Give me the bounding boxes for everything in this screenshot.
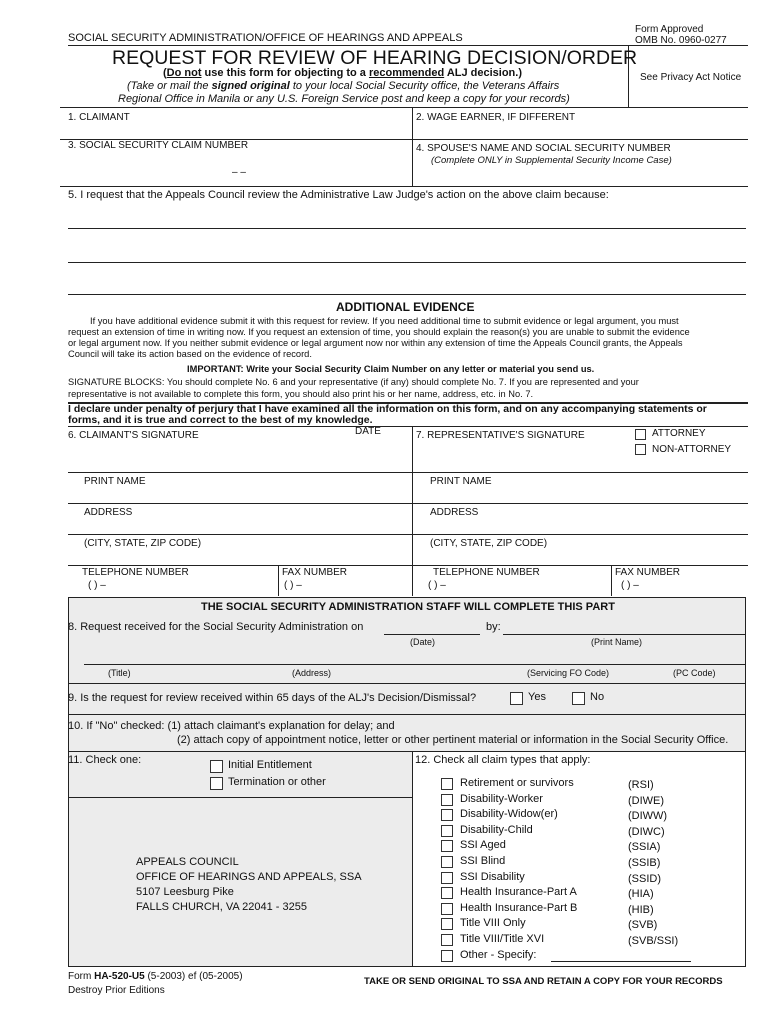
instructions-line2: Regional Office in Manila or any U.S. Foreign Service post and keep a copy for your records) <box>118 93 570 105</box>
review-request-label: 5. I request that the Appeals Council review the Administrative Law Judge's action on the above claim because: <box>68 189 609 201</box>
claim-type-label: Title VIII Only <box>460 917 526 929</box>
claim-type-label: Disability-Widow(er) <box>460 808 558 820</box>
rep-address: ADDRESS <box>430 507 479 518</box>
agency-name: SOCIAL SECURITY ADMINISTRATION/OFFICE OF HEARINGS AND APPEALS <box>68 32 463 44</box>
no-checkbox[interactable] <box>572 692 585 705</box>
claim-number-dashes[interactable]: – – <box>232 167 246 178</box>
claim-type-checkbox[interactable] <box>441 778 453 790</box>
attorney-checkbox[interactable] <box>635 429 646 440</box>
if-no-instruction-2: (2) attach copy of appointment notice, letter or other pertinent material or information in the Social Security Office. <box>177 734 729 746</box>
privacy-notice: See Privacy Act Notice <box>640 72 742 83</box>
initial-entitlement-label: Initial Entitlement <box>228 759 312 771</box>
claim-type-code: (DIWC) <box>628 826 665 838</box>
claim-type-checkbox[interactable] <box>441 809 453 821</box>
signature-blocks-1: SIGNATURE BLOCKS: You should complete No. 6 and your representative (if any) should complete No. 7. If you are represented and your <box>68 377 639 387</box>
instructions-line1: (Take or mail the signed original to your local Social Security office, the Veterans Affairs <box>127 80 560 92</box>
reason-line-3[interactable] <box>68 294 746 295</box>
evidence-text-3: or legal argument now. If you neither submit evidence or legal argument now nor within any extension of time the Appeals Council grants, the Appeals <box>68 338 683 348</box>
fo-code-caption: (Servicing FO Code) <box>527 668 610 678</box>
claimant-print-name: PRINT NAME <box>84 476 146 487</box>
title-caption: (Title) <box>108 668 131 678</box>
received-date-line[interactable] <box>384 634 480 635</box>
claimant-telephone-label: TELEPHONE NUMBER <box>82 567 189 578</box>
representative-signature-label: 7. REPRESENTATIVE'S SIGNATURE <box>416 430 585 441</box>
claim-type-checkbox[interactable] <box>441 856 453 868</box>
termination-label: Termination or other <box>228 776 326 788</box>
council-line-3: 5107 Leesburg Pike <box>136 886 234 898</box>
non-attorney-checkbox[interactable] <box>635 444 646 455</box>
rep-fax-label: FAX NUMBER <box>615 567 681 578</box>
claim-type-code: (HIB) <box>628 904 654 916</box>
take-send-note: TAKE OR SEND ORIGINAL TO SSA AND RETAIN A COPY FOR YOUR RECORDS <box>364 976 723 987</box>
declaration-2: forms, and it is true and correct to the best of my knowledge. <box>68 414 373 426</box>
claim-type-code: (SSIB) <box>628 857 661 869</box>
claim-type-checkbox[interactable] <box>441 840 453 852</box>
council-line-2: OFFICE OF HEARINGS AND APPEALS, SSA <box>136 871 362 883</box>
claim-type-label: Health Insurance-Part B <box>460 902 578 914</box>
claim-type-checkbox[interactable] <box>441 887 453 899</box>
claim-type-code: (SVB/SSI) <box>628 935 679 947</box>
claim-type-checkbox[interactable] <box>441 872 453 884</box>
claimant-fax-field[interactable]: ( ) – <box>284 580 302 591</box>
claim-type-checkbox[interactable] <box>441 918 453 930</box>
yes-checkbox[interactable] <box>510 692 523 705</box>
non-attorney-label: NON-ATTORNEY <box>652 444 732 455</box>
print-name-caption: (Print Name) <box>591 637 643 647</box>
claim-type-label: SSI Disability <box>460 871 525 883</box>
claim-number-label: 3. SOCIAL SECURITY CLAIM NUMBER <box>68 140 249 151</box>
claim-type-label: SSI Blind <box>460 855 506 867</box>
claim-type-label: Disability-Child <box>460 824 533 836</box>
claim-type-code: (SVB) <box>628 919 658 931</box>
rep-city: (CITY, STATE, ZIP CODE) <box>430 538 548 549</box>
timeliness-question: 9. Is the request for review received within 65 days of the ALJ's Decision/Dismissal? <box>68 692 477 704</box>
form-number: Form HA-520-U5 (5-2003) ef (05-2005) <box>68 971 243 982</box>
if-no-instruction-1: 10. If "No" checked: (1) attach claimant's explanation for delay; and <box>68 720 395 732</box>
attorney-label: ATTORNEY <box>652 428 706 439</box>
received-label: 8. Request received for the Social Security Administration on <box>68 621 364 633</box>
wage-earner-label: 2. WAGE EARNER, IF DIFFERENT <box>416 112 576 123</box>
spouse-label: 4. SPOUSE'S NAME AND SOCIAL SECURITY NUMBER <box>416 143 671 154</box>
evidence-text-1: If you have additional evidence submit it with this request for review. If you need additional time to submit evidence or legal argument, you must <box>90 316 679 326</box>
evidence-text-4: Council will take its action based on the evidence of record. <box>68 349 312 359</box>
rep-phone-field[interactable]: ( ) – <box>428 580 446 591</box>
evidence-heading: ADDITIONAL EVIDENCE <box>336 300 475 314</box>
declaration-1: I declare under penalty of perjury that I have examined all the information on this form, and on any accompanying statements or <box>68 403 707 415</box>
claim-type-code: (SSID) <box>628 873 661 885</box>
claim-type-code: (DIWE) <box>628 795 665 807</box>
claim-type-code: (DIWW) <box>628 810 668 822</box>
claimant-city: (CITY, STATE, ZIP CODE) <box>84 538 202 549</box>
claim-type-label: Title VIII/Title XVI <box>460 933 545 945</box>
spouse-note: (Complete ONLY in Supplemental Security Income Case) <box>431 155 672 166</box>
claimant-signature-label: 6. CLAIMANT'S SIGNATURE <box>68 430 199 441</box>
claim-type-label: Disability-Worker <box>460 793 543 805</box>
address-caption: (Address) <box>292 668 332 678</box>
claim-type-checkbox[interactable] <box>441 903 453 915</box>
council-line-4: FALLS CHURCH, VA 22041 - 3255 <box>136 901 307 913</box>
claim-type-label: SSI Aged <box>460 839 506 851</box>
staff-heading: THE SOCIAL SECURITY ADMINISTRATION STAFF WILL COMPLETE THIS PART <box>201 601 615 613</box>
rep-print-name: PRINT NAME <box>430 476 492 487</box>
no-label: No <box>590 691 605 703</box>
destroy-note: Destroy Prior Editions <box>68 985 165 996</box>
initial-entitlement-checkbox[interactable] <box>210 760 223 773</box>
claimant-phone-field[interactable]: ( ) – <box>88 580 106 591</box>
other-specify-line[interactable] <box>551 961 691 962</box>
claim-types-label: 12. Check all claim types that apply: <box>415 754 591 766</box>
claim-type-label: Retirement or survivors <box>460 777 574 789</box>
received-by-line[interactable] <box>503 634 745 635</box>
claim-type-code: (RSI) <box>628 779 654 791</box>
claim-type-label: Health Insurance-Part A <box>460 886 577 898</box>
title-address-line[interactable] <box>84 664 745 665</box>
rep-fax-field[interactable]: ( ) – <box>621 580 639 591</box>
date-caption: (Date) <box>410 637 436 647</box>
omb-number: OMB No. 0960-0277 <box>635 35 727 46</box>
claim-type-label: Other - Specify: <box>460 949 537 961</box>
reason-line-2[interactable] <box>68 262 746 263</box>
subtitle: (Do not use this form for objecting to a recommended ALJ decision.) <box>163 67 522 79</box>
important-note: IMPORTANT: Write your Social Security Claim Number on any letter or material you send us. <box>187 364 595 374</box>
council-line-1: APPEALS COUNCIL <box>136 856 239 868</box>
claim-type-code: (SSIA) <box>628 841 661 853</box>
signature-blocks-2: representative is not available to complete this form, you should also print his or her name, address, etc. in No. 7. <box>68 389 534 399</box>
claim-type-checkbox[interactable] <box>441 950 453 962</box>
check-one-label: 11. Check one: <box>68 754 142 766</box>
claim-type-checkbox[interactable] <box>441 934 453 946</box>
claimant-label: 1. CLAIMANT <box>68 112 130 123</box>
claimant-address: ADDRESS <box>84 507 133 518</box>
page-title: REQUEST FOR REVIEW OF HEARING DECISION/ORDER <box>112 47 638 69</box>
termination-checkbox[interactable] <box>210 777 223 790</box>
rep-telephone-label: TELEPHONE NUMBER <box>433 567 540 578</box>
evidence-text-2: request an extension of time in writing now. If you request an extension of time, you should explain the reason(s) you are unable to submit the evidence <box>68 327 690 337</box>
claim-type-checkbox[interactable] <box>441 825 453 837</box>
date-label: DATE <box>355 426 381 437</box>
yes-label: Yes <box>528 691 546 703</box>
claimant-fax-label: FAX NUMBER <box>282 567 348 578</box>
form-approved: Form Approved <box>635 24 704 35</box>
by-label: by: <box>486 621 501 633</box>
claim-type-checkbox[interactable] <box>441 794 453 806</box>
reason-line-1[interactable] <box>68 228 746 229</box>
claim-type-code: (HIA) <box>628 888 654 900</box>
pc-code-caption: (PC Code) <box>673 668 716 678</box>
